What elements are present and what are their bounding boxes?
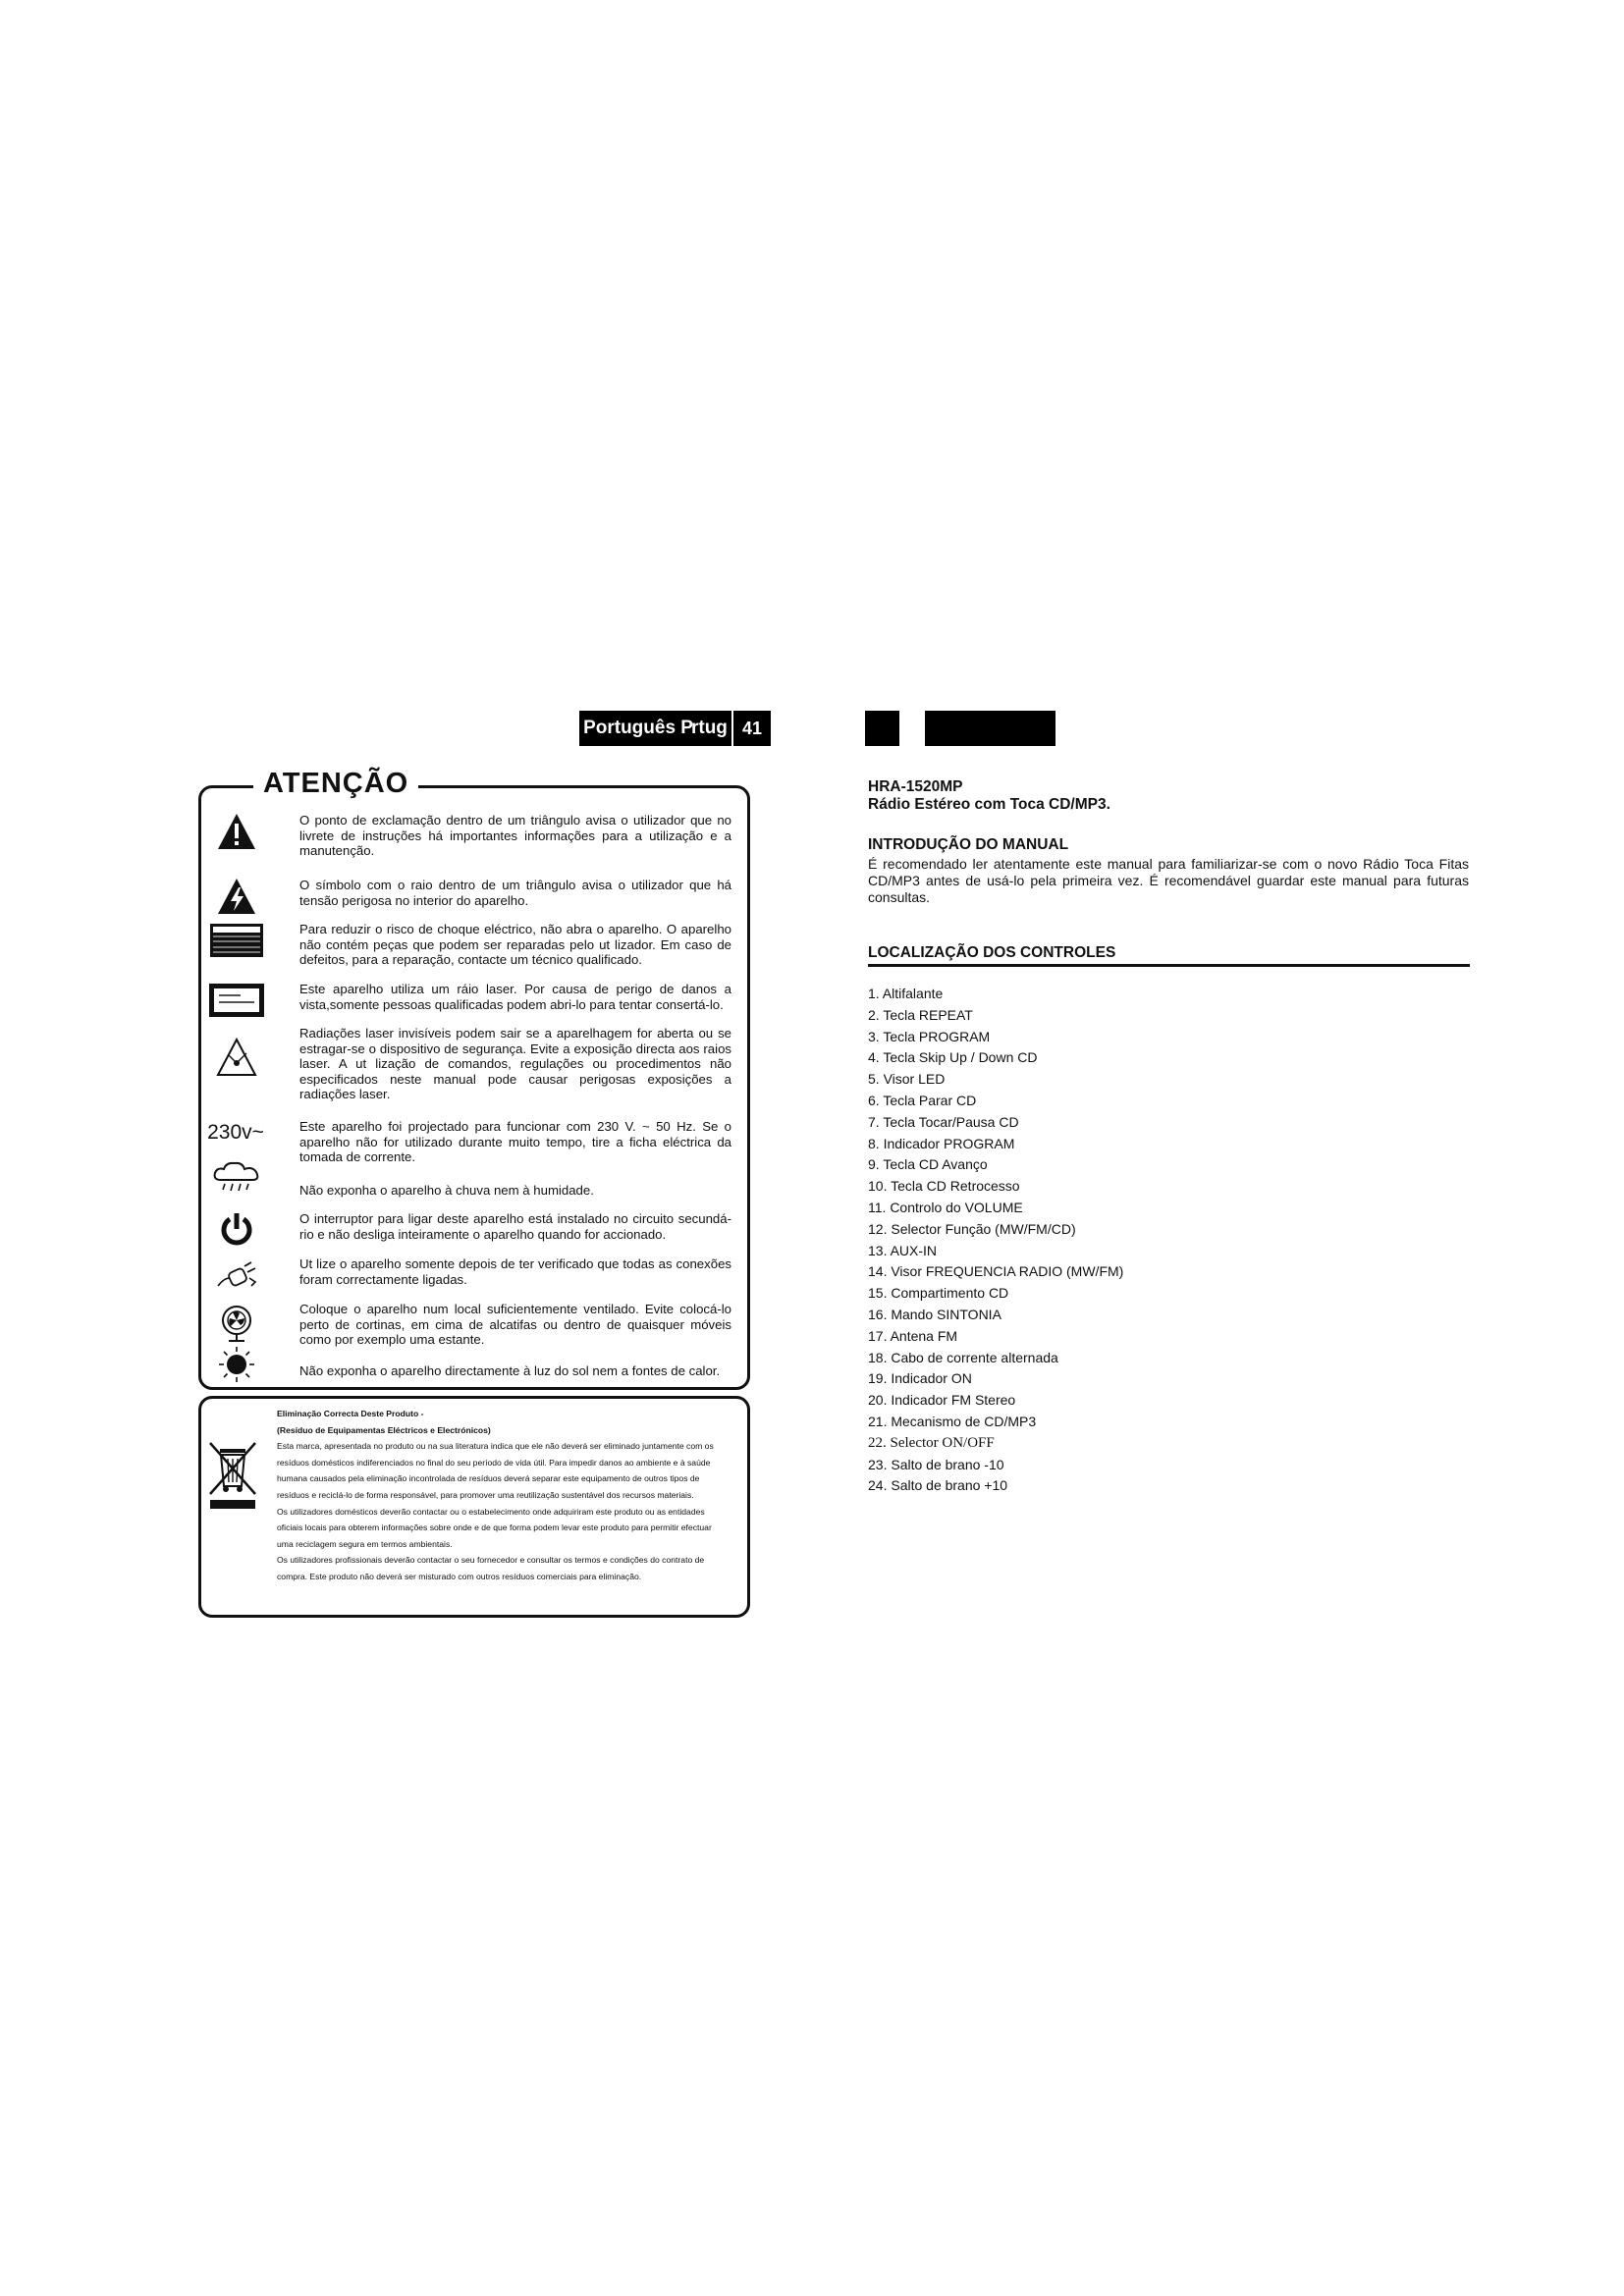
list-item: 11. Controlo do VOLUME: [868, 1199, 1023, 1215]
intro-body: É recomendado ler atentamente este manual para familiarizar-se com o novo Rádio Toca Fitas CD/MP3 antes de usá-lo pela primeira vez. É recomendável guardar este manual para futuras consultas.: [868, 856, 1469, 905]
list-item: 3. Tecla PROGRAM: [868, 1028, 991, 1044]
header-block-large: [925, 711, 1056, 746]
warning-title: ATENÇÃO: [253, 768, 418, 800]
disposal-paragraph: Os utilizadores profissionais deverão contactar o seu fornecedor e consultar os termos e condições do contrato de compra. Este produto não deverá ser misturado com outros resíduos comerciais para eliminação.: [277, 1555, 705, 1581]
warning-text: Para reduzir o risco de choque eléctrico, não abra o aparelho. O aparelho não contém peças que podem ser reparadas pelo ut lizador. Em caso de defeitos, para a reparação, contacte um técnico qualificado.: [299, 922, 731, 967]
ventilation-fan-icon: [209, 1304, 264, 1343]
warning-text: O símbolo com o raio dentro de um triângulo avisa o utilizador que há tensão perigosa no interior do aparelho.: [299, 878, 731, 908]
list-item: 16. Mando SINTONIA: [868, 1306, 1001, 1322]
list-item: 9. Tecla CD Avanço: [868, 1156, 988, 1173]
disposal-paragraph: Esta marca, apresentada no produto ou na sua literatura indica que ele não deverá ser eliminado juntamente com os resíduos domésticos indiferenciados no final do seu período de vida útil. Para impedir danos ao ambiente e à saúde humana causados pela eliminação incontrolada de resíduos deverá separar este equipamento de outros tipos de resíduos e reciclá-lo de forma responsável, para promover uma reutilização sustentável dos recursos materiais.: [277, 1441, 714, 1500]
list-item: 12. Selector Função (MW/FM/CD): [868, 1220, 1076, 1237]
warning-text: Ut lize o aparelho somente depois de ter verificado que todas as conexões foram correctamente ligadas.: [299, 1256, 731, 1287]
page-number: 41: [733, 711, 771, 746]
list-item: 2. Tecla REPEAT: [868, 1006, 973, 1023]
list-item: 15. Compartimento CD: [868, 1285, 1009, 1302]
language-tab: [579, 711, 731, 746]
warning-text: O ponto de exclamação dentro de um triângulo avisa o utilizador que no livrete de instruções há importantes informações para a utilização e a manutenção.: [299, 813, 731, 858]
lightning-triangle-icon: [209, 878, 264, 915]
list-item: 24. Salto de brano +10: [868, 1477, 1008, 1494]
model-number: HRA-1520MP: [868, 778, 963, 795]
list-item: 21. Mecanismo de CD/MP3: [868, 1413, 1037, 1429]
product-heading: [868, 778, 1110, 814]
list-item: 18. Cabo de corrente alternada: [868, 1349, 1058, 1365]
product-name: Rádio Estéreo com Toca CD/MP3.: [868, 796, 1110, 813]
language-overlap-text: rtug: [690, 718, 728, 738]
disposal-text: [277, 1406, 715, 1585]
warning-text: Este aparelho utiliza um ráio laser. Por causa de perigo de danos a vista,somente pessoas qualificadas podem abri-lo para tentar consertá-lo.: [299, 982, 731, 1012]
laser-triangle-icon: [209, 1038, 264, 1077]
list-item: 23. Salto de brano -10: [868, 1456, 1004, 1472]
list-item: 1. Altifalante: [868, 986, 944, 1001]
list-item: 7. Tecla Tocar/Pausa CD: [868, 1113, 1019, 1130]
warning-text: Coloque o aparelho num local suficientemente ventilado. Evite colocá-lo perto de cortinas, em cima de alcatifas ou dentro de quaisquer móveis como por exemplo uma estante.: [299, 1302, 731, 1347]
list-item: 20. Indicador FM Stereo: [868, 1392, 1016, 1409]
disposal-paragraph: Os utilizadores domésticos deverão contactar ou o estabelecimento onde adquiriram este produto ou as entidades oficiais locais para obterem informações sobre onde e de que forma podem levar este produto para permitir efectuar uma reciclagem segura em termos ambientais.: [277, 1506, 712, 1549]
shock-warning-label-icon: [209, 924, 264, 957]
controls-list: [868, 984, 1123, 1497]
crossed-bin-icon: [206, 1441, 261, 1512]
warning-text: Não exponha o aparelho directamente à luz do sol nem a fontes de calor.: [299, 1363, 721, 1378]
controls-title: LOCALIZAÇÃO DOS CONTROLES: [868, 944, 1116, 961]
list-item: 19. Indicador ON: [868, 1370, 972, 1387]
list-item: 22. Selector ON/OFF: [868, 1434, 995, 1451]
warning-text: O interruptor para ligar deste aparelho está instalado no circuito secundá-rio e não desliga inteiramente o aparelho quando for accionado.: [299, 1211, 731, 1242]
list-item: 5. Visor LED: [868, 1071, 946, 1088]
intro-title: INTRODUÇÃO DO MANUAL: [868, 836, 1069, 853]
plug-icon: [209, 1256, 264, 1292]
controls-rule: [868, 964, 1470, 967]
warning-text: Este aparelho foi projectado para funcionar com 230 V. ~ 50 Hz. Se o aparelho não for utilizado durante muito tempo, tire a ficha eléctrica da tomada de corrente.: [299, 1119, 731, 1164]
voltage-label: 230v~: [207, 1121, 264, 1144]
disposal-title: Eliminação Correcta Deste Produto -: [277, 1409, 424, 1418]
list-item: 14. Visor FREQUENCIA RADIO (MW/FM): [868, 1263, 1124, 1280]
exclamation-triangle-icon: [209, 813, 264, 850]
warning-text: Radiações laser invisíveis podem sair se a aparelhagem for aberta ou se estragar-se o dispositivo de segurança. Evite a exposição directa aos raios laser. A ut lização de comandos, regulações ou procedimentos não especificados neste manual pode causar perigosas exposições a radiações laser.: [299, 1026, 731, 1101]
list-item: 10. Tecla CD Retrocesso: [868, 1178, 1020, 1195]
class1-laser-label-icon: [209, 984, 264, 1017]
list-item: 4. Tecla Skip Up / Down CD: [868, 1049, 1038, 1066]
disposal-subtitle: (Resíduo de Equipamentas Eléctricos e Electrónicos): [277, 1424, 491, 1435]
power-icon: [209, 1211, 264, 1247]
rain-cloud-icon: [209, 1160, 264, 1194]
list-item: 6. Tecla Parar CD: [868, 1092, 977, 1108]
list-item: 17. Antena FM: [868, 1327, 958, 1344]
list-item: 8. Indicador PROGRAM: [868, 1135, 1015, 1151]
warning-text: Não exponha o aparelho à chuva nem à humidade.: [299, 1183, 594, 1198]
header-block-small: [865, 711, 899, 746]
language-label: Português P: [583, 718, 693, 738]
sun-icon: [209, 1345, 264, 1384]
list-item: 13. AUX-IN: [868, 1242, 938, 1258]
